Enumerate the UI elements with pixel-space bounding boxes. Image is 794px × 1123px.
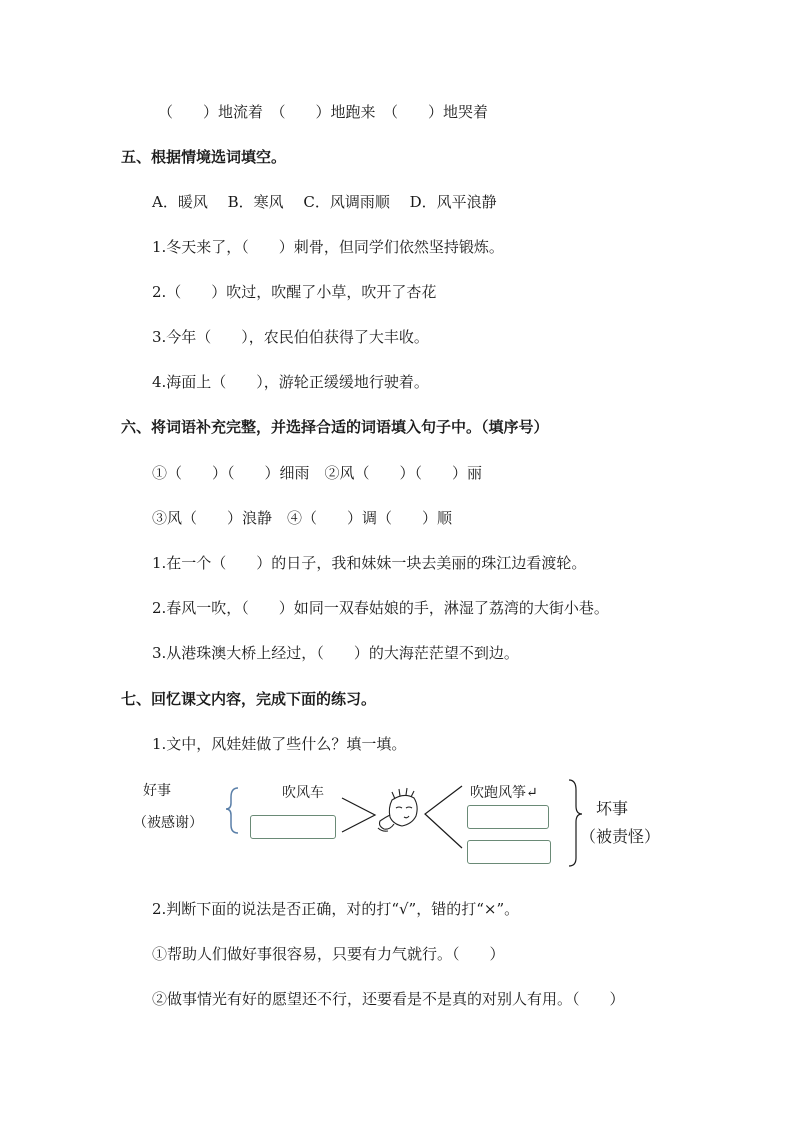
section-6-item-3: 3.从港珠澳大桥上经过，（ ）的大海茫茫望不到边。 [152,644,519,662]
section-6-words-2: ③风（ ）浪静 ④（ ）调（ ）顺 [152,509,453,527]
judge-item-1: ①帮助人们做好事很容易，只要有力气就行。（ ） [152,945,505,963]
good-deeds-label: 好事 [143,783,171,799]
right-brace [569,780,582,866]
fill-blank-adverb-line: （ ）地流着 （ ）地跑来 （ ）地哭着 [158,103,489,121]
section-5-item-4: 4.海面上（ ），游轮正缓缓地行驶着。 [152,373,429,391]
right-fork-lines [425,786,462,848]
kite-item-label: 吹跑风筝↵ [470,785,538,801]
section-5-item-2: 2.（ ）吹过，吹醒了小草，吹开了杏花 [152,283,437,301]
left-brace [226,788,238,833]
section-6-item-1: 1.在一个（ ）的日子，我和妹妹一块去美丽的珠江边看渡轮。 [152,554,587,572]
bad-deeds-sublabel: （被责怪） [580,827,661,846]
section-7-question-1: 1.文中，风娃娃做了些什么？填一填。 [152,735,407,753]
judge-item-2: ②做事情光有好的愿望还不行，还要看是不是真的对别人有用。（ ） [152,990,625,1008]
section-5-item-3: 3.今年（ ），农民伯伯获得了大丰收。 [152,328,429,346]
bad-deeds-label: 坏事 [596,799,629,818]
wind-baby-icon [378,788,417,831]
pinwheel-item-label: 吹风车 [282,785,324,801]
section-6-heading: 六、将词语补充完整，并选择合适的词语填入句子中。（填序号） [121,418,549,436]
section-5-options: A．暖风 B．寒风 C．风调雨顺 D．风平浪静 [152,193,497,211]
section-6-words-1: ①（ ）（ ）细雨 ②风（ ）（ ）丽 [152,464,483,482]
left-arrow-lines [342,798,375,832]
good-deeds-sublabel: （被感谢） [133,815,203,831]
section-5-item-1: 1.冬天来了，（ ）刺骨，但同学们依然坚持锻炼。 [152,238,504,256]
section-7-question-2: 2.判断下面的说法是否正确，对的打“√”，错的打“×”。 [152,900,520,918]
section-6-item-2: 2.春风一吹，（ ）如同一双春姑娘的手，淋湿了荔湾的大街小巷。 [152,599,609,617]
section-7-heading: 七、回忆课文内容，完成下面的练习。 [121,690,377,708]
section-5-heading: 五、根据情境选词填空。 [121,148,287,166]
